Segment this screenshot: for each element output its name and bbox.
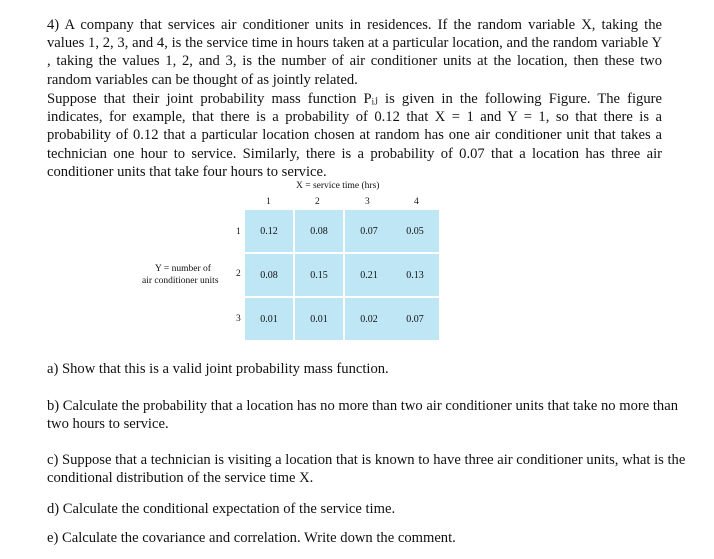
pmf-cell-y3-x1: 0.01 [245, 298, 293, 340]
question-d: d) Calculate the conditional expectation of the service time. [47, 501, 396, 517]
x-value-4: 4 [414, 197, 419, 207]
pmf-cell-y3-x4: 0.07 [391, 298, 439, 340]
pmf-cell-y1-x4: 0.05 [391, 210, 439, 252]
y-value-2: 2 [236, 269, 241, 279]
joint-pmf-description: Suppose that their joint probability mass function Pᵢⱼ is given in the following Figure. The figure indicates, for example, that there is a probability of 0.12 that X = 1 and Y = 1, so that there is a probability of 0.12 that a particular location chosen at random has one air conditioner unit that takes a technician one hour to service. Similarly, there is a probability of 0.07 that a location has three air conditioner units that take four hours to service. [47, 91, 662, 180]
pmf-cell-y2-x3: 0.21 [345, 254, 393, 296]
question-b: b) Calculate the probability that a location has no more than two air conditioner units that take no more than two hours to service. [47, 398, 679, 433]
y-axis-title-line2: air conditioner units [142, 276, 219, 286]
question-c: c) Suppose that a technician is visiting a location that is known to have three air conditioner units, what is the conditional distribution of the service time X. [47, 452, 686, 487]
problem-intro: 4) A company that services air conditioner units in residences. If the random variable X, taking the values 1, 2, 3, and 4, is the service time in hours taken at a particular location, and the random variable Y , taking the values 1, 2, and 3, is the number of air conditioner units at the location, then these two random variables can be thought of as jointly related. [47, 17, 662, 88]
x-axis-title: X = service time (hrs) [296, 181, 380, 191]
pmf-cell-y3-x2: 0.01 [295, 298, 343, 340]
x-value-3: 3 [365, 197, 370, 207]
pmf-cell-y2-x2: 0.15 [295, 254, 343, 296]
pmf-cell-y3-x3: 0.02 [345, 298, 393, 340]
x-value-1: 1 [266, 197, 271, 207]
question-a: a) Show that this is a valid joint probability mass function. [47, 361, 389, 377]
pmf-cell-y2-x4: 0.13 [391, 254, 439, 296]
question-e: e) Calculate the covariance and correlation. Write down the comment. [47, 530, 456, 546]
y-axis-title-line1: Y = number of [155, 264, 211, 274]
y-value-3: 3 [236, 314, 241, 324]
pmf-cell-y2-x1: 0.08 [245, 254, 293, 296]
pmf-cell-y1-x3: 0.07 [345, 210, 393, 252]
pmf-cell-y1-x2: 0.08 [295, 210, 343, 252]
x-value-2: 2 [315, 197, 320, 207]
pmf-cell-y1-x1: 0.12 [245, 210, 293, 252]
y-value-1: 1 [236, 227, 241, 237]
